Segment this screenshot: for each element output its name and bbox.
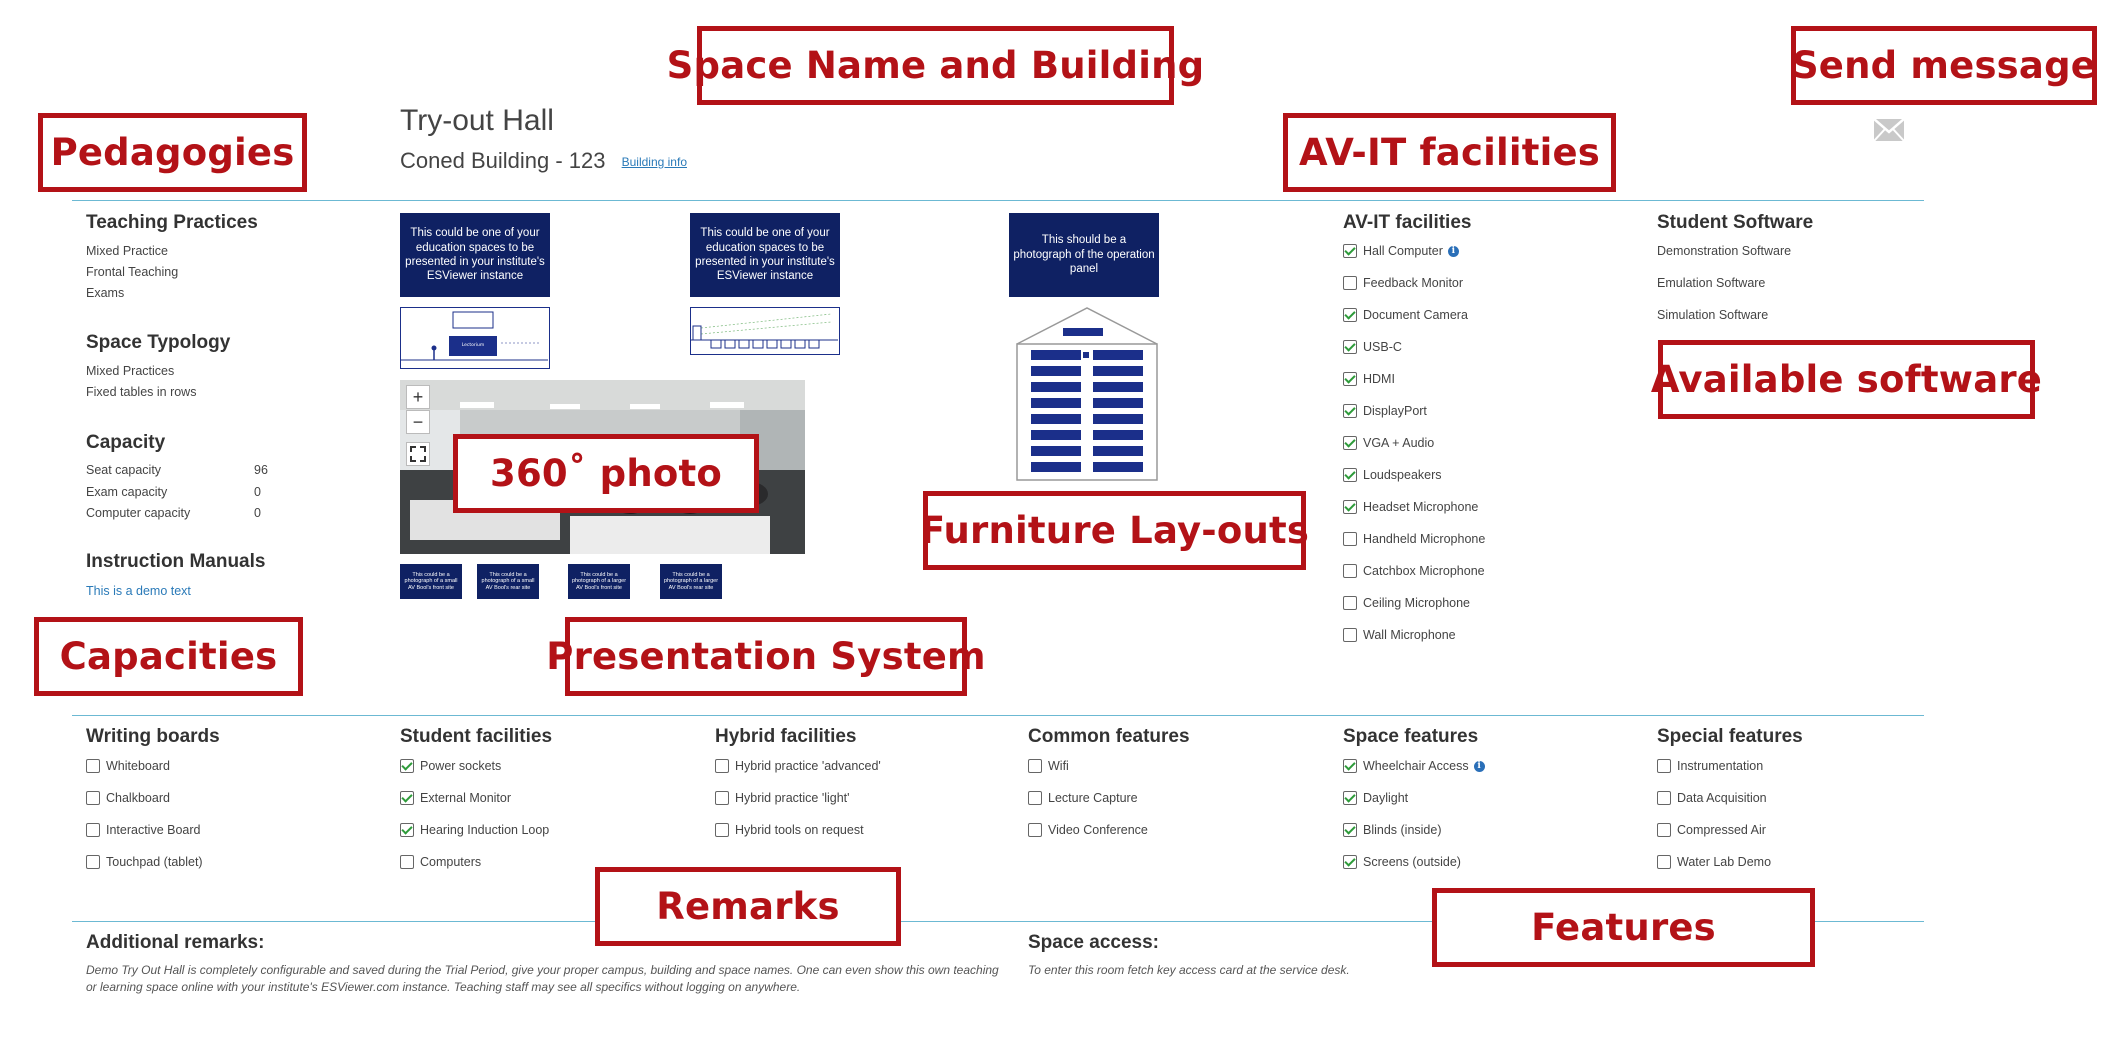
info-icon[interactable]: i: [1474, 761, 1485, 772]
space-photo-placeholder[interactable]: This could be one of your education spaces to be presented in your institute's ESViewer instance: [690, 213, 840, 297]
additional-remarks-text: Demo Try Out Hall is completely configurable and saved during the Trial Period, give your proper campus, building and space names. One can even show this own teaching or learning space online with your institute's ESViewer.com instance. Teaching staff may see all specifics without logging on anywhere.: [86, 963, 999, 995]
checkbox-item-special-features: [1657, 791, 1767, 805]
checkbox-item-av-it: [1343, 308, 1468, 322]
space-name: Try-out Hall: [400, 104, 554, 137]
checkbox-label: Hearing Induction Loop: [420, 823, 550, 837]
checkbox-label: Computers: [420, 855, 482, 869]
teaching-item: Frontal Teaching: [86, 265, 179, 279]
checkbox-label: Loudspeakers: [1363, 468, 1442, 482]
checkbox-label: Document Camera: [1363, 308, 1468, 322]
checkbox-label: Video Conference: [1048, 823, 1148, 837]
operation-panel-photo[interactable]: This should be a photograph of the operation panel: [1009, 213, 1159, 297]
teaching-practices-title: Teaching Practices: [86, 212, 258, 233]
checkbox-item-writing-boards: [86, 791, 170, 805]
unchecked-checkbox: [86, 855, 100, 869]
software-item: Demonstration Software: [1657, 244, 1792, 258]
checkbox-label: Hall Computer: [1363, 244, 1443, 258]
callout-features: Features: [1432, 888, 1815, 967]
checkbox-label: Headset Microphone: [1363, 500, 1479, 514]
teaching-item: Exams: [86, 286, 125, 300]
checkbox-item-av-it: [1343, 564, 1485, 578]
checked-checkbox: [400, 791, 414, 805]
info-icon[interactable]: i: [1448, 246, 1459, 257]
unchecked-checkbox: [1343, 596, 1357, 610]
zoom-out-button[interactable]: −: [406, 410, 430, 434]
checkbox-label: Wifi: [1048, 759, 1069, 773]
checkbox-label: Touchpad (tablet): [106, 855, 203, 869]
checkbox-label: Instrumentation: [1677, 759, 1764, 773]
hybrid-facilities-title: Hybrid facilities: [715, 726, 857, 747]
checkbox-label: Daylight: [1363, 791, 1409, 805]
checkbox-item-av-it: [1343, 340, 1402, 354]
furniture-layout-plan[interactable]: [1013, 304, 1161, 484]
checkbox-item-av-it: [1343, 276, 1463, 290]
unchecked-checkbox: [1028, 759, 1042, 773]
unchecked-checkbox: [86, 823, 100, 837]
unchecked-checkbox: [715, 823, 729, 837]
checkbox-item-space-features: [1343, 823, 1442, 837]
unchecked-checkbox: [1657, 855, 1671, 869]
building-label: Coned Building - 123: [400, 148, 606, 173]
checked-checkbox: [400, 823, 414, 837]
checkbox-label: Hybrid practice 'advanced': [735, 759, 881, 773]
checked-checkbox: [400, 759, 414, 773]
checkbox-item-space-features: [1343, 791, 1408, 805]
callout-360-photo: 360˚ photo: [453, 434, 759, 513]
checkbox-label: Blinds (inside): [1363, 823, 1442, 837]
unchecked-checkbox: [715, 791, 729, 805]
fullscreen-icon[interactable]: [406, 442, 430, 466]
capacity-value: 0: [254, 485, 261, 499]
writing-boards-title: Writing boards: [86, 726, 220, 747]
checkbox-label: Water Lab Demo: [1677, 855, 1772, 869]
unchecked-checkbox: [86, 791, 100, 805]
checkbox-item-av-it: [1343, 628, 1456, 642]
checkbox-item-writing-boards: [86, 855, 203, 869]
checkbox-item-special-features: [1657, 823, 1766, 837]
space-access-text: To enter this room fetch key access card at the service desk.: [1028, 963, 1350, 977]
checkbox-item-special-features: [1657, 759, 1763, 773]
checkbox-item-student-facilities: [400, 823, 549, 837]
checkbox-label: Feedback Monitor: [1363, 276, 1464, 290]
av-it-title: AV-IT facilities: [1343, 212, 1472, 233]
callout-av-it: AV-IT facilities: [1283, 113, 1616, 192]
checkbox-item-space-features: [1343, 855, 1461, 869]
checkbox-label: Data Acquisition: [1677, 791, 1767, 805]
callout-capacities: Capacities: [34, 617, 303, 696]
checkbox-label: Compressed Air: [1677, 823, 1766, 837]
checked-checkbox: [1343, 791, 1357, 805]
zoom-in-button[interactable]: +: [406, 385, 430, 409]
checkbox-label: Lecture Capture: [1048, 791, 1138, 805]
divider-middle: [72, 715, 1924, 716]
capacity-label: Seat capacity: [86, 463, 162, 477]
checkbox-label: DisplayPort: [1363, 404, 1427, 418]
checkbox-label: Handheld Microphone: [1363, 532, 1486, 546]
checkbox-item-common-features: [1028, 759, 1069, 773]
teaching-item: Mixed Practice: [86, 244, 168, 258]
callout-available-software: Available software: [1658, 340, 2035, 419]
checked-checkbox: [1343, 340, 1357, 354]
unchecked-checkbox: [1657, 791, 1671, 805]
unchecked-checkbox: [1028, 823, 1042, 837]
checkbox-item-av-it: [1343, 532, 1485, 546]
checked-checkbox: [1343, 759, 1357, 773]
software-item: Emulation Software: [1657, 276, 1766, 290]
callout-remarks: Remarks: [595, 867, 901, 946]
checkbox-label: HDMI: [1363, 372, 1395, 386]
capacity-title: Capacity: [86, 432, 166, 453]
checked-checkbox: [1343, 823, 1357, 837]
checkbox-item-av-it: [1343, 500, 1478, 514]
presentation-thumbnail[interactable]: This could be a photograph of a larger AV Bool's front site: [568, 564, 630, 599]
checked-checkbox: [1343, 404, 1357, 418]
presentation-thumbnail[interactable]: This could be a photograph of a larger AV Bool's rear site: [660, 564, 722, 599]
unchecked-checkbox: [1657, 759, 1671, 773]
unchecked-checkbox: [715, 759, 729, 773]
checkbox-item-space-features: [1343, 759, 1485, 773]
unchecked-checkbox: [1657, 823, 1671, 837]
checkbox-label: Interactive Board: [106, 823, 201, 837]
capacity-label: Exam capacity: [86, 485, 168, 499]
student-software-title: Student Software: [1657, 212, 1814, 233]
checkbox-item-av-it: [1343, 596, 1470, 610]
checkbox-label: Screens (outside): [1363, 855, 1461, 869]
checked-checkbox: [1343, 855, 1357, 869]
space-access-title: Space access:: [1028, 932, 1159, 953]
unchecked-checkbox: [400, 855, 414, 869]
checkbox-item-hybrid-facilities: [715, 791, 850, 805]
instruction-manuals-title: Instruction Manuals: [86, 551, 266, 572]
building-info-link[interactable]: Building info: [621, 155, 687, 169]
checked-checkbox: [1343, 308, 1357, 322]
checkbox-label: Chalkboard: [106, 791, 170, 805]
checkbox-label: Whiteboard: [106, 759, 170, 773]
space-features-title: Space features: [1343, 726, 1479, 747]
unchecked-checkbox: [1028, 791, 1042, 805]
checkbox-item-writing-boards: [86, 759, 170, 773]
checkbox-item-av-it: [1343, 468, 1442, 482]
checkbox-label: Hybrid tools on request: [735, 823, 864, 837]
checkbox-label: Catchbox Microphone: [1363, 564, 1485, 578]
checkbox-item-writing-boards: [86, 823, 201, 837]
unchecked-checkbox: [1343, 532, 1357, 546]
callout-send-message: Send message: [1791, 26, 2097, 105]
floor-plan-small[interactable]: [400, 307, 550, 369]
checkbox-item-common-features: [1028, 823, 1148, 837]
checkbox-item-common-features: [1028, 791, 1138, 805]
checkbox-label: External Monitor: [420, 791, 512, 805]
checkbox-label: Hybrid practice 'light': [735, 791, 850, 805]
unchecked-checkbox: [86, 759, 100, 773]
typology-item: Mixed Practices: [86, 364, 175, 378]
unchecked-checkbox: [1343, 564, 1357, 578]
instruction-manual-link[interactable]: This is a demo text: [86, 584, 191, 598]
checkbox-label: Wheelchair Access: [1363, 759, 1469, 773]
floor-plan-large[interactable]: [690, 307, 840, 355]
checkbox-item-av-it: [1343, 372, 1395, 386]
checked-checkbox: [1343, 244, 1357, 258]
capacity-value: 96: [254, 463, 268, 477]
checkbox-item-student-facilities: [400, 791, 511, 805]
additional-remarks-title: Additional remarks:: [86, 932, 265, 953]
checkbox-item-hybrid-facilities: [715, 759, 881, 773]
callout-presentation: Presentation System: [565, 617, 967, 696]
space-typology-title: Space Typology: [86, 332, 231, 353]
special-features-title: Special features: [1657, 726, 1803, 747]
checkbox-label: Power sockets: [420, 759, 502, 773]
software-item: Simulation Software: [1657, 308, 1769, 322]
capacity-label: Computer capacity: [86, 506, 191, 520]
checkbox-item-special-features: [1657, 855, 1771, 869]
envelope-icon[interactable]: [1874, 117, 1904, 142]
student-facilities-title: Student facilities: [400, 726, 553, 747]
checkbox-label: Ceiling Microphone: [1363, 596, 1471, 610]
checkbox-item-hybrid-facilities: [715, 823, 864, 837]
checked-checkbox: [1343, 468, 1357, 482]
checkbox-item-av-it: [1343, 244, 1459, 258]
checked-checkbox: [1343, 436, 1357, 450]
callout-pedagogies: Pedagogies: [38, 113, 307, 192]
unchecked-checkbox: [1343, 276, 1357, 290]
typology-item: Fixed tables in rows: [86, 385, 197, 399]
plan-label: Lectorium: [461, 343, 485, 348]
presentation-thumbnail[interactable]: This could be a photograph of a small AV Bool's front site: [400, 564, 462, 599]
checkbox-item-student-facilities: [400, 855, 481, 869]
building-name: [400, 148, 687, 174]
checkbox-label: USB-C: [1363, 340, 1402, 354]
checkbox-label: VGA + Audio: [1363, 436, 1435, 450]
space-photo-placeholder[interactable]: This could be one of your education spaces to be presented in your institute's ESViewer instance: [400, 213, 550, 297]
capacity-value: 0: [254, 506, 261, 520]
checkbox-item-student-facilities: [400, 759, 501, 773]
unchecked-checkbox: [1343, 628, 1357, 642]
common-features-title: Common features: [1028, 726, 1190, 747]
callout-space-name: Space Name and Building: [697, 26, 1174, 105]
presentation-thumbnail[interactable]: This could be a photograph of a small AV Bool's rear site: [477, 564, 539, 599]
checkbox-item-av-it: [1343, 404, 1427, 418]
checked-checkbox: [1343, 372, 1357, 386]
divider-top: [72, 200, 1924, 201]
callout-furniture: Furniture Lay-outs: [923, 491, 1306, 570]
checked-checkbox: [1343, 500, 1357, 514]
checkbox-label: Wall Microphone: [1363, 628, 1456, 642]
checkbox-item-av-it: [1343, 436, 1434, 450]
